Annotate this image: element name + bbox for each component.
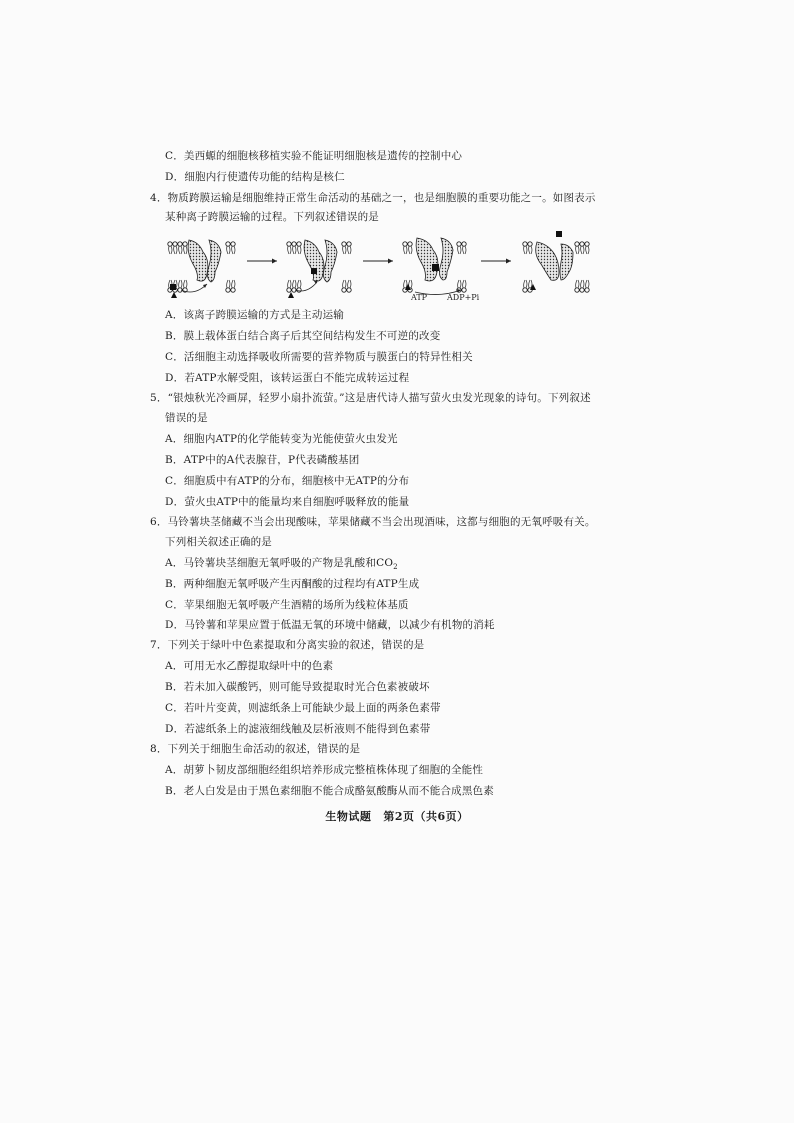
ion-transport-figure [165, 228, 605, 302]
question-6-stem: 6．马铃薯块茎储藏不当会出现酸味，苹果储藏不当会出现酒味，这都与细胞的无氧呼吸有关。 [150, 516, 596, 528]
question-4-stem-cont: 某种离子跨膜运输的过程。下列叙述错误的是 [165, 211, 379, 223]
option-5c: C．细胞质中有ATP的分布，细胞核中无ATP的分布 [165, 475, 410, 487]
footer-page-number: 第2页（共6页） [383, 810, 469, 823]
adp-pi-label: ADP+Pi [447, 293, 480, 302]
option-5d: D．萤火虫ATP中的能量均来自细胞呼吸释放的能量 [165, 496, 410, 508]
question-6-stem-cont: 下列相关叙述正确的是 [165, 536, 272, 548]
atp-label: ATP [411, 293, 428, 302]
option-5a: A．细胞内ATP的化学能转变为光能使萤火虫发光 [165, 433, 398, 445]
figure-panel-3 [403, 238, 480, 302]
option-8b: B．老人白发是由于黑色素细胞不能合成酪氨酸酶从而不能合成黑色素 [165, 785, 494, 797]
question-8-stem: 8．下列关于细胞生命活动的叙述，错误的是 [150, 743, 361, 755]
option-4c: C．活细胞主动选择吸收所需要的营养物质与膜蛋白的特异性相关 [165, 351, 473, 363]
option-3c: C．美西螈的细胞核移植实验不能证明细胞核是遗传的控制中心 [165, 150, 463, 162]
figure-panel-4 [523, 231, 589, 292]
option-6d: D．马铃薯和苹果应置于低温无氧的环境中储藏，以减少有机物的消耗 [165, 619, 495, 631]
option-7a: A．可用无水乙醇提取绿叶中的色素 [165, 660, 334, 672]
option-7c: C．若叶片变黄，则滤纸条上可能缺少最上面的两条色素带 [165, 702, 441, 714]
question-5-stem: 5．“银烛秋光冷画屏，轻罗小扇扑流萤。”这是唐代诗人描写萤火虫发光现象的诗句。下列叙述 [150, 392, 591, 404]
option-6a-text: A．马铃薯块茎细胞无氧呼吸的产物是乳酸和CO [165, 557, 394, 569]
option-5b: B．ATP中的A代表腺苷，P代表磷酸基团 [165, 454, 360, 466]
ion-square [170, 284, 176, 290]
figure-panel-1 [168, 240, 235, 298]
option-7d: D．若滤纸条上的滤液细线触及层析液则不能得到色素带 [165, 723, 431, 735]
figure-panel-2 [287, 240, 351, 298]
option-4d: D．若ATP水解受阻，该转运蛋白不能完成转运过程 [165, 372, 410, 384]
subscript-2: 2 [393, 563, 398, 572]
option-7b: B．若未加入碳酸钙，则可能导致提取时光合色素被破坏 [165, 681, 430, 693]
option-6c: C．苹果细胞无氧呼吸产生酒精的场所为线粒体基质 [165, 599, 409, 611]
option-4a: A．该离子跨膜运输的方式是主动运输 [165, 309, 344, 321]
question-7-stem: 7．下列关于绿叶中色素提取和分离实验的叙述，错误的是 [150, 639, 425, 651]
page-footer [0, 808, 794, 824]
option-6b: B．两种细胞无氧呼吸产生丙酮酸的过程均有ATP生成 [165, 578, 420, 590]
option-6a [165, 556, 398, 574]
question-4-stem: 4．物质跨膜运输是细胞维持正常生命活动的基础之一，也是细胞膜的重要功能之一。如图表示 [150, 192, 596, 204]
option-3d: D．细胞内行使遗传功能的结构是核仁 [165, 171, 345, 183]
option-4b: B．膜上载体蛋白结合离子后其空间结构发生不可逆的改变 [165, 330, 441, 342]
ion-triangle [171, 292, 177, 298]
option-8a: A．胡萝卜韧皮部细胞经组织培养形成完整植株体现了细胞的全能性 [165, 764, 484, 776]
question-5-stem-cont: 错误的是 [165, 412, 208, 424]
footer-subject: 生物试题 [325, 810, 372, 823]
